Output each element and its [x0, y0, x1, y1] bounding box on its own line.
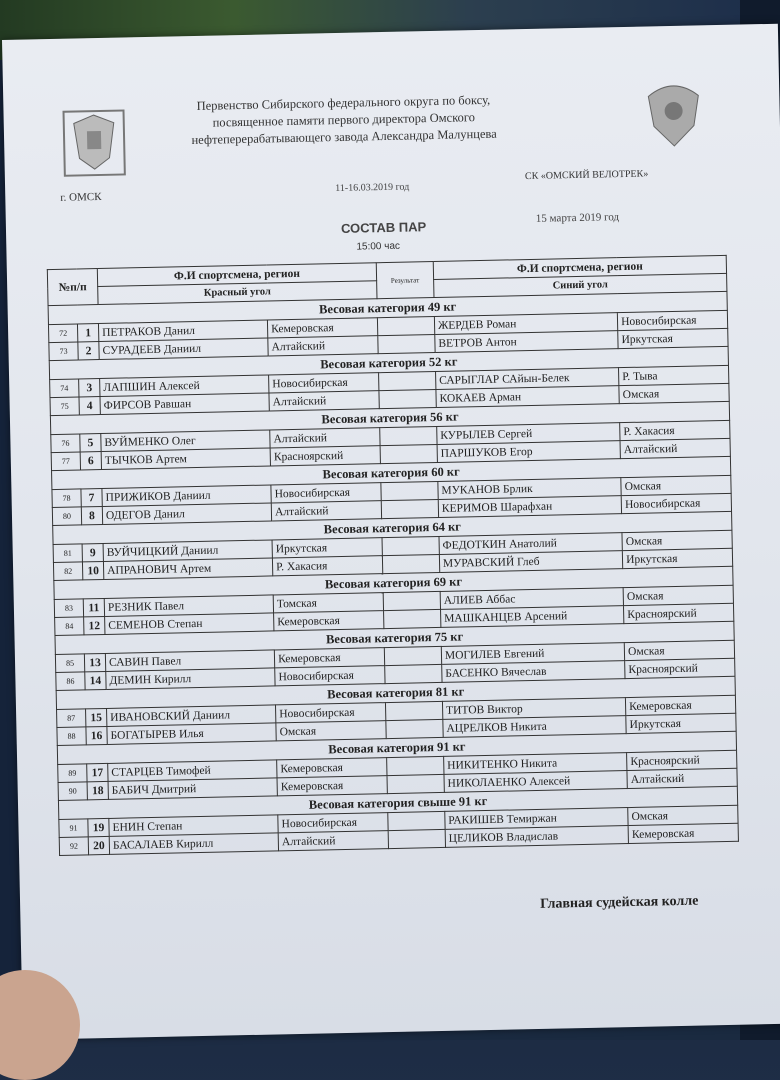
pair-index: 1	[77, 324, 98, 342]
weight-category-label: Весовая категория 60 кг	[52, 456, 731, 489]
result-cell	[378, 335, 435, 354]
red-athlete: ВУЙЧИЦКИЙ Даниил	[103, 540, 272, 562]
red-region: Новосибирская	[269, 373, 379, 393]
red-region: Иркутская	[272, 538, 382, 558]
result-cell	[381, 481, 438, 500]
weight-category-label: Весовая категория 75 кг	[55, 621, 734, 654]
result-cell	[385, 701, 442, 720]
pair-index: 3	[79, 379, 100, 397]
bout-number: 87	[57, 709, 86, 728]
blue-athlete: САРЫГЛАР САйын-Белек	[435, 368, 619, 390]
red-region: Омская	[276, 721, 386, 741]
red-region: Кемеровская	[268, 318, 378, 338]
red-region: Кемеровская	[277, 758, 387, 778]
col-red-header: Ф.И спортсмена, регион	[97, 263, 376, 287]
blue-region: Омская	[622, 530, 732, 550]
red-athlete: ПРИЖИКОВ Даниил	[102, 485, 271, 507]
blue-region: Кемеровская	[626, 695, 736, 715]
red-region: Алтайский	[268, 336, 378, 356]
result-cell	[387, 774, 444, 793]
blue-athlete: ТИТОВ Виктор	[442, 698, 626, 720]
blue-region: Алтайский	[627, 768, 737, 788]
left-coat-of-arms-icon	[53, 102, 135, 184]
red-athlete: ВУЙМЕНКО Олег	[101, 430, 270, 452]
col-result-header: Результат	[376, 262, 434, 299]
blue-region: Омская	[623, 585, 733, 605]
pairs-table	[47, 255, 739, 856]
blue-region: Омская	[628, 805, 738, 825]
red-region: Кемеровская	[274, 648, 384, 668]
red-athlete: БАБИЧ Дмитрий	[108, 778, 277, 800]
red-athlete: БАСАЛАЕВ Кирилл	[109, 833, 278, 855]
red-athlete: ДЕМИН Кирилл	[106, 668, 275, 690]
blue-athlete: КОКАЕВ Арман	[436, 386, 620, 408]
blue-region: Иркутская	[622, 548, 732, 568]
red-region: Алтайский	[278, 831, 388, 851]
red-region: Новосибирская	[275, 666, 385, 686]
bout-number: 92	[59, 837, 88, 856]
header-line: Первенство Сибирского федерального округа по боксу,	[196, 92, 491, 113]
result-cell	[385, 664, 442, 683]
bout-number: 78	[52, 489, 81, 508]
result-cell	[382, 554, 439, 573]
result-cell	[380, 426, 437, 445]
pair-index: 19	[88, 818, 109, 836]
blue-region: Омская	[621, 475, 731, 495]
pair-index: 8	[81, 507, 102, 525]
blue-athlete: ФЕДОТКИН Анатолий	[439, 533, 623, 555]
red-region: Кемеровская	[277, 776, 387, 796]
pair-index: 20	[88, 836, 109, 854]
weight-category-label: Весовая категория 69 кг	[54, 566, 733, 599]
red-region: Новосибирская	[271, 483, 381, 503]
result-cell	[380, 444, 437, 463]
bout-number: 81	[53, 544, 82, 563]
blue-athlete: РАКИШЕВ Темиржан	[445, 808, 629, 830]
bout-number: 74	[50, 379, 79, 398]
blue-region: Красноярский	[627, 750, 737, 770]
pair-index: 17	[87, 763, 108, 781]
weight-category-label: Весовая категория свыше 91 кг	[58, 786, 737, 819]
red-athlete: ОДЕГОВ Данил	[102, 503, 271, 525]
header-title	[153, 91, 534, 150]
result-cell	[379, 389, 436, 408]
bout-number: 75	[50, 397, 79, 416]
pair-index: 2	[78, 342, 99, 360]
blue-athlete: КУРЫЛЕВ Сергей	[437, 423, 621, 445]
weight-category-label: Весовая категория 56 кг	[50, 401, 729, 434]
red-athlete: ЕНИН Степан	[109, 815, 278, 837]
red-athlete: ЛАПШИН Алексей	[100, 375, 269, 397]
pair-index: 6	[80, 452, 101, 470]
red-athlete: ТЫЧКОВ Артем	[101, 448, 270, 470]
pair-index: 4	[79, 397, 100, 415]
red-athlete: БОГАТЫРЕВ Илья	[107, 723, 276, 745]
pairs-body	[48, 291, 738, 855]
bout-number: 82	[53, 562, 82, 581]
bout-number: 77	[51, 452, 80, 471]
bout-number: 89	[58, 764, 87, 783]
result-cell	[383, 609, 440, 628]
red-region: Томская	[273, 593, 383, 613]
bout-number: 84	[55, 617, 84, 636]
weight-category-label: Весовая категория 81 кг	[56, 676, 735, 709]
bout-number: 91	[59, 819, 88, 838]
red-athlete: РЕЗНИК Павел	[104, 595, 273, 617]
bout-number: 72	[48, 324, 77, 343]
red-athlete: ПЕТРАКОВ Данил	[98, 320, 267, 342]
document-title: СОСТАВ ПАР	[340, 219, 427, 236]
blue-region: Красноярский	[625, 658, 735, 678]
event-dates: 11-16.03.2019 год	[335, 181, 410, 195]
bout-number: 76	[51, 434, 80, 453]
red-region: Красноярский	[270, 446, 380, 466]
col-blue-header: Ф.И спортсмена, регион	[433, 255, 726, 279]
pair-index: 11	[83, 598, 104, 616]
pair-index: 13	[84, 653, 105, 671]
pair-index: 18	[87, 781, 108, 799]
venue: СК «ОМСКИЙ ВЕЛОТРЕК»	[524, 168, 649, 183]
blue-region: Новосибирская	[617, 310, 727, 330]
result-cell	[377, 317, 434, 336]
red-region: Алтайский	[269, 391, 379, 411]
pair-index: 9	[82, 543, 103, 561]
header-line: нефтеперерабатывающего завода Александра Малунцева	[191, 126, 497, 148]
blue-region: Иркутская	[626, 713, 736, 733]
city: г. ОМСК	[60, 190, 102, 204]
result-cell	[381, 499, 438, 518]
blue-athlete: БАСЕНКО Вячеслав	[442, 661, 626, 683]
start-time: 15:00 час	[356, 240, 401, 253]
blue-athlete: ВЕТРОВ Антон	[435, 331, 619, 353]
red-athlete: СТАРЦЕВ Тимофей	[108, 760, 277, 782]
blue-athlete: МУКАНОВ Брлик	[438, 478, 622, 500]
result-cell	[386, 719, 443, 738]
blue-athlete: АЛИЕВ Аббас	[440, 588, 624, 610]
blue-region: Омская	[624, 640, 734, 660]
result-cell	[387, 756, 444, 775]
blue-region: Омская	[619, 383, 729, 403]
pair-index: 12	[84, 616, 105, 634]
weight-category-label: Весовая категория 64 кг	[53, 511, 732, 544]
blue-athlete: НИКИТЕНКО Никита	[444, 753, 628, 775]
blue-region: Новосибирская	[621, 493, 731, 513]
pair-index: 16	[86, 726, 107, 744]
blue-athlete: КЕРИМОВ Шарафхан	[438, 496, 622, 518]
red-region: Р. Хакасия	[273, 556, 383, 576]
red-athlete: САВИН Павел	[105, 650, 274, 672]
blue-athlete: ПАРШУКОВ Егор	[437, 441, 621, 463]
red-region: Новосибирская	[278, 813, 388, 833]
blue-athlete: ЦЕЛИКОВ Владислав	[445, 826, 629, 848]
blue-corner-label: Синий угол	[434, 273, 727, 297]
bout-number: 83	[54, 599, 83, 618]
red-corner-label: Красный угол	[98, 281, 377, 305]
pair-index: 7	[81, 489, 102, 507]
blue-athlete: МУРАВСКИЙ Глеб	[439, 551, 623, 573]
blue-athlete: МАШКАНЦЕВ Арсений	[440, 606, 624, 628]
result-cell	[388, 811, 445, 830]
blue-athlete: АЦРЕЛКОВ Никита	[443, 716, 627, 738]
blue-region: Р. Тыва	[619, 365, 729, 385]
blue-athlete: НИКОЛАЕНКО Алексей	[444, 771, 628, 793]
pair-index: 14	[85, 671, 106, 689]
bout-number: 86	[56, 672, 85, 691]
col-number-header: №п/п	[47, 269, 98, 306]
red-athlete: АПРАНОВИЧ Артем	[103, 558, 272, 580]
red-athlete: СУРАДЕЕВ Даниил	[99, 338, 268, 360]
result-cell	[382, 536, 439, 555]
blue-region: Алтайский	[620, 438, 730, 458]
bout-number: 80	[52, 507, 81, 526]
pair-index: 10	[82, 561, 103, 579]
red-athlete: СЕМЕНОВ Степан	[105, 613, 274, 635]
blue-region: Кемеровская	[628, 823, 738, 843]
bout-number: 85	[55, 654, 84, 673]
blue-region: Красноярский	[624, 603, 734, 623]
red-region: Алтайский	[270, 428, 380, 448]
header-line: посвященное памяти первого директора Омского	[212, 110, 476, 130]
weight-category-label: Весовая категория 52 кг	[49, 346, 728, 379]
red-region: Кемеровская	[274, 611, 384, 631]
result-cell	[383, 591, 440, 610]
result-cell	[388, 829, 445, 848]
bout-number: 73	[49, 342, 78, 361]
document-date: 15 марта 2019 год	[535, 211, 620, 225]
blue-athlete: МОГИЛЕВ Евгений	[441, 643, 625, 665]
blue-region: Иркутская	[618, 328, 728, 348]
right-coat-of-arms-icon	[633, 75, 715, 157]
result-cell	[384, 646, 441, 665]
footer-text: Главная судейская колле	[540, 893, 699, 912]
red-athlete: ИВАНОВСКИЙ Даниил	[107, 705, 276, 727]
weight-category-label: Весовая категория 91 кг	[57, 731, 736, 764]
red-region: Новосибирская	[276, 703, 386, 723]
pair-index: 5	[80, 434, 101, 452]
weight-category-label: Весовая категория 49 кг	[48, 291, 727, 324]
red-region: Алтайский	[271, 501, 381, 521]
result-cell	[378, 371, 435, 390]
bout-number: 88	[57, 727, 86, 746]
pair-index: 15	[86, 708, 107, 726]
bout-number: 90	[58, 782, 87, 801]
blue-athlete: ЖЕРДЕВ Роман	[434, 313, 618, 335]
red-athlete: ФИРСОВ Равшан	[100, 393, 269, 415]
paper-sheet	[2, 24, 780, 1040]
blue-region: Р. Хакасия	[620, 420, 730, 440]
